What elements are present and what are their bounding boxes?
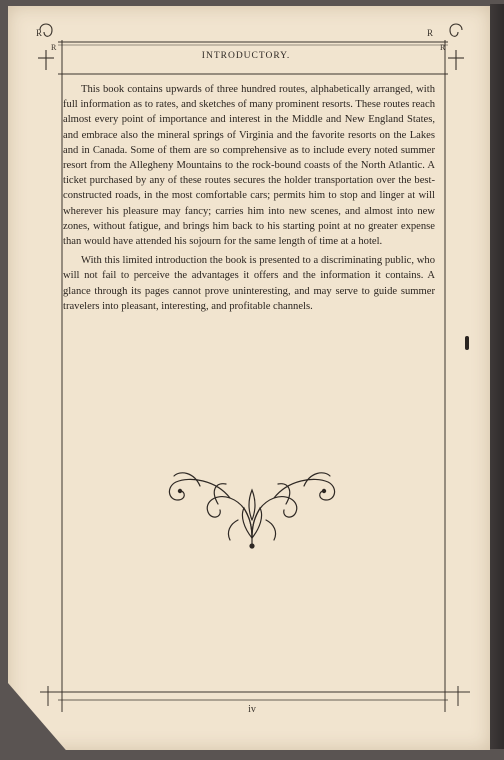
- monogram-top-right: R: [427, 28, 434, 38]
- running-head: INTRODUCTORY.: [201, 51, 291, 61]
- monogram-top-left-inner: R: [51, 43, 57, 52]
- page-number: iv: [248, 704, 256, 715]
- floral-ornament-icon: [160, 460, 344, 550]
- page-edge: [490, 4, 504, 749]
- ink-spot: [465, 336, 469, 350]
- paragraph-2: With this limited introduction the book is presented to a discriminating public, who will not fail to perceive the advantages it offers and the information it contains. A glance through its pages cannot prove uninteresting, and may serve to guide summer travelers into pleasant, interesting, and profitable channels.: [63, 255, 435, 312]
- monogram-top-right-inner: R: [440, 43, 446, 52]
- monogram-top-left: R: [36, 28, 43, 38]
- paragraph-1: This book contains upwards of three hundred routes, alphabetically arranged, with full information as to rates, and sketches of many prominent resorts. These routes reach almost every point of importance and interest in the Middle and New England States, and embrace also the mineral springs of Virginia and the favorite resorts on the Lakes and in Canada. Some of them are so comprehensive as to include every noted summer resort from the Allegheny Mountains to the rock-bound coasts of the North Atlantic. A ticket purchased by any of these routes secures the holder transportation over the best-constructed roads, in the most comfortable cars; permits him to stop and linger at will wherever his pleasure may fancy; carries him into new scenes, and almost into new zones, without fatigue, and brings him back to his starting point at no greater expense than would have attended his sojourn for the same length of time at a hotel.: [63, 84, 435, 248]
- introduction-text: [63, 82, 435, 314]
